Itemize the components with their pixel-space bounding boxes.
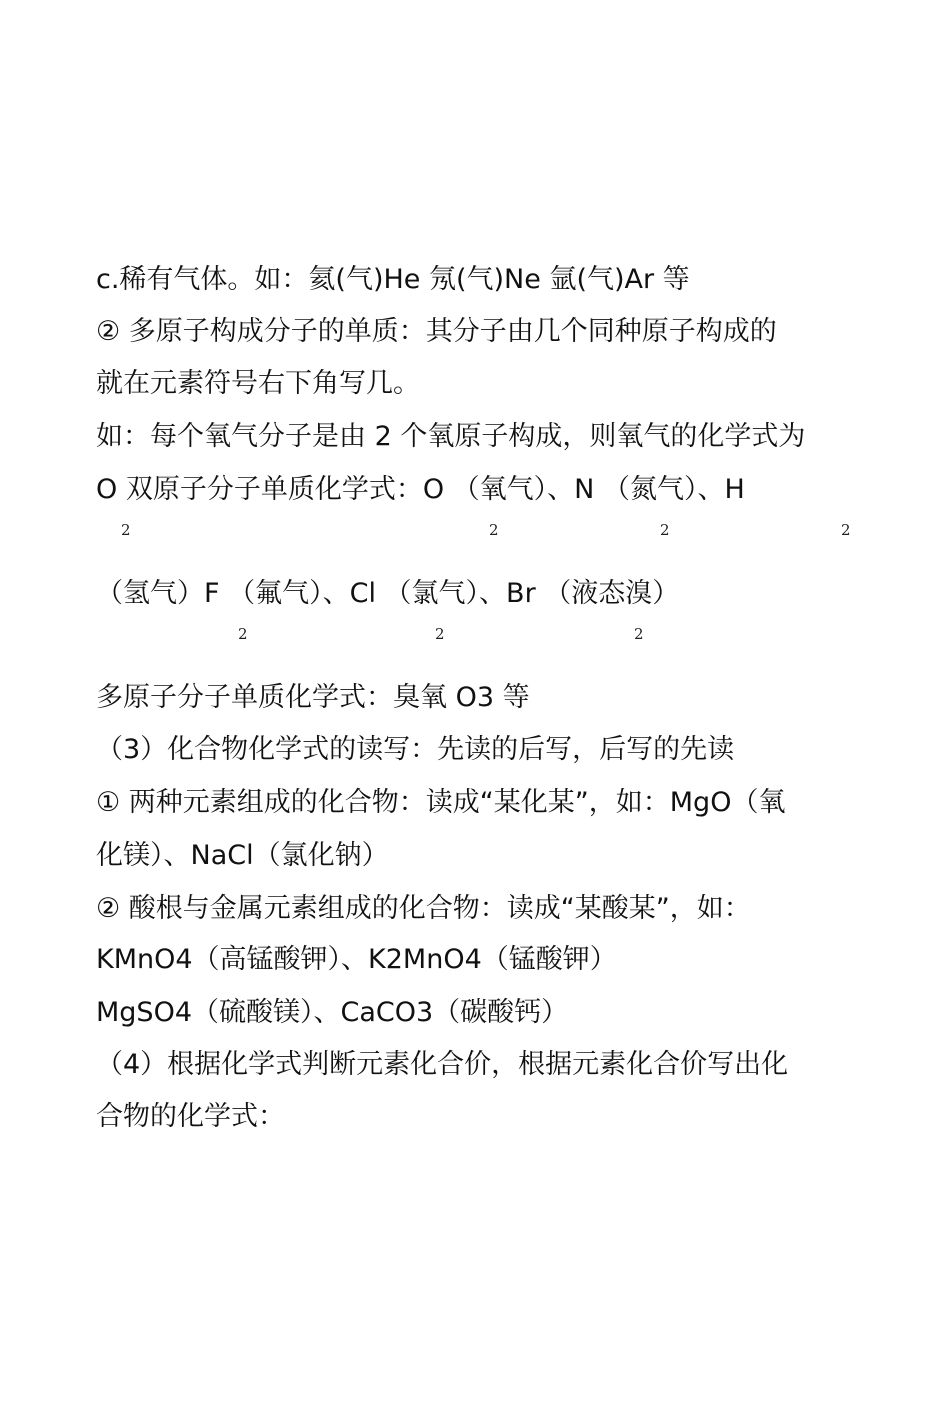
subscript: 2 <box>238 625 248 643</box>
text-line-4: 如：每个氧气分子是由 2 个氧原子构成，则氧气的化学式为 <box>96 421 806 452</box>
text-line-9: ① 两种元素组成的化合物：读成“某化某”，如：MgO（氧 <box>96 787 786 818</box>
subscript: 2 <box>121 521 131 539</box>
text-line-5: O 双原子分子单质化学式：O （氧气）、N （氮气）、H <box>96 474 745 505</box>
text-line-8: （3）化合物化学式的读写：先读的后写，后写的先读 <box>96 734 735 765</box>
subscript: 2 <box>489 521 499 539</box>
text-line-1: c.稀有气体。如：氦(气)He 氖(气)Ne 氩(气)Ar 等 <box>96 264 690 295</box>
text-line-14: （4）根据化学式判断元素化合价，根据元素化合价写出化 <box>96 1049 789 1080</box>
text-line-13: MgSO4（硫酸镁）、CaCO3（碳酸钙） <box>96 997 569 1028</box>
text-line-6: （氢气）F （氟气）、Cl （氯气）、Br （液态溴） <box>96 578 680 609</box>
text-line-12: KMnO4（高锰酸钾）、K2MnO4（锰酸钾） <box>96 944 617 975</box>
text-line-15: 合物的化学式： <box>96 1101 285 1132</box>
subscript: 2 <box>841 521 851 539</box>
subscript: 2 <box>660 521 670 539</box>
text-line-2: ② 多原子构成分子的单质：其分子由几个同种原子构成的 <box>96 316 777 347</box>
text-line-3: 就在元素符号右下角写几。 <box>96 368 420 399</box>
text-line-11: ② 酸根与金属元素组成的化合物：读成“某酸某”，如： <box>96 893 751 924</box>
text-line-7: 多原子分子单质化学式：臭氧 O3 等 <box>96 682 530 713</box>
text-line-10: 化镁）、NaCl（氯化钠） <box>96 840 389 871</box>
subscript: 2 <box>435 625 445 643</box>
subscript: 2 <box>634 625 644 643</box>
